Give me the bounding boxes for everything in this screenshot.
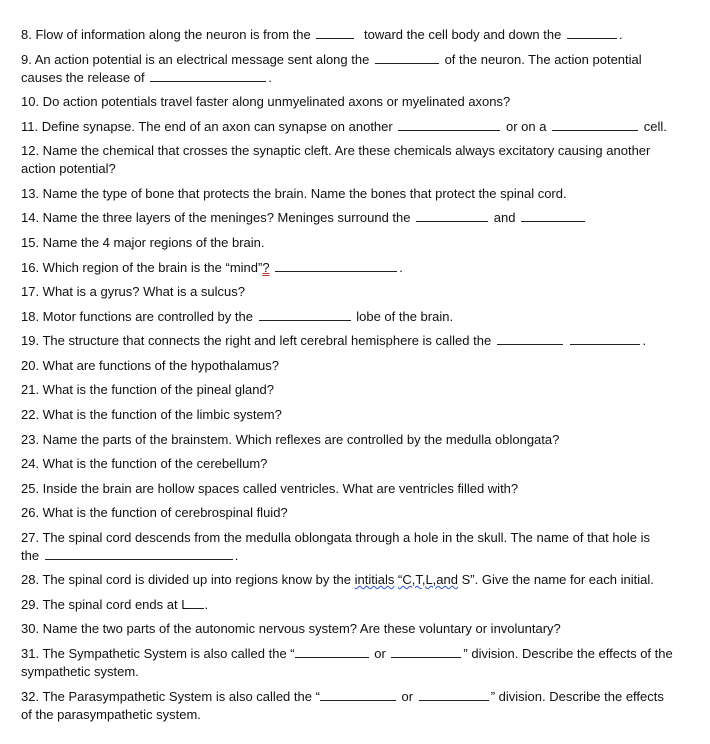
question-22	[21, 406, 693, 424]
question-text: 23. Name the parts of the brainstem. Which reflexes are controlled by the medulla oblongata?	[21, 432, 560, 447]
answer-blank[interactable]	[275, 259, 397, 272]
answer-blank[interactable]	[497, 332, 563, 345]
question-text: 28. The spinal cord is divided up into regions know by the	[21, 572, 352, 587]
question-10	[21, 93, 693, 111]
question-text: 15. Name the 4 major regions of the brain.	[21, 235, 265, 250]
answer-blank[interactable]	[398, 118, 500, 131]
question-text: .	[234, 548, 239, 563]
question-text: 13. Name the type of bone that protects the brain. Name the bones that protect the spinal cord.	[21, 186, 567, 201]
answer-blank[interactable]	[150, 69, 266, 82]
question-text: lobe of the brain.	[356, 309, 454, 324]
answer-blank[interactable]	[570, 332, 640, 345]
question-text: 21. What is the function of the pineal gland?	[21, 382, 274, 397]
question-11	[21, 118, 693, 136]
question-text: .	[204, 597, 209, 612]
answer-blank[interactable]	[391, 645, 461, 658]
question-16	[21, 259, 693, 277]
answer-blank[interactable]	[45, 547, 233, 560]
question-text: 18. Motor functions are controlled by the	[21, 309, 253, 324]
question-text: 31. The Sympathetic System is also called the “	[21, 646, 295, 661]
question-31	[21, 645, 693, 681]
question-text: 25. Inside the brain are hollow spaces called ventricles. What are ventricles filled with?	[21, 481, 519, 496]
question-15	[21, 234, 693, 252]
question-9	[21, 51, 693, 87]
answer-blank[interactable]	[375, 51, 439, 64]
answer-blank[interactable]	[419, 688, 489, 701]
question-text: .	[618, 27, 623, 42]
question-text: 19. The structure that connects the right and left cerebral hemisphere is called the	[21, 333, 492, 348]
question-text: 17. What is a gyrus? What is a sulcus?	[21, 284, 245, 299]
question-text: of the neuron. The action potential	[444, 52, 642, 67]
question-text: 29. The spinal cord ends at L	[21, 597, 189, 612]
question-text: .	[268, 70, 272, 85]
question-27	[21, 529, 693, 565]
question-28	[21, 571, 693, 589]
question-14	[21, 209, 693, 227]
question-text: 20. What are functions of the hypothalamus?	[21, 358, 279, 373]
question-17	[21, 283, 693, 301]
question-text: 24. What is the function of the cerebellum?	[21, 456, 268, 471]
question-text: 9. An action potential is an electrical message sent along the	[21, 52, 370, 67]
answer-blank[interactable]	[521, 209, 585, 222]
answer-blank[interactable]	[320, 688, 396, 701]
question-text: the	[21, 548, 40, 563]
question-text: S”. Give the name for each initial.	[461, 572, 654, 587]
question-8	[21, 26, 693, 44]
question-text: action potential?	[21, 161, 116, 176]
question-text: 8. Flow of information along the neuron is from the	[21, 27, 311, 42]
question-text: 11. Define synapse. The end of an axon can synapse on another	[21, 119, 393, 134]
question-text: intitials	[354, 572, 395, 587]
question-26	[21, 504, 693, 522]
question-text: 26. What is the function of cerebrospinal fluid?	[21, 505, 288, 520]
question-19	[21, 332, 693, 350]
question-text: of the parasympathetic system.	[21, 707, 201, 722]
question-text: or on a	[505, 119, 547, 134]
question-text: and	[493, 210, 516, 225]
question-13	[21, 185, 693, 203]
question-text: cell.	[643, 119, 667, 134]
question-text: .	[642, 333, 647, 348]
question-23	[21, 431, 693, 449]
question-24	[21, 455, 693, 473]
question-text: 16. Which region of the brain is the “mind”	[21, 260, 263, 275]
question-12	[21, 142, 693, 178]
question-text: sympathetic system.	[21, 664, 139, 679]
answer-blank[interactable]	[416, 209, 488, 222]
question-text: 27. The spinal cord descends from the medulla oblongata through a hole in the skull. The name of that hole is	[21, 530, 650, 545]
answer-blank[interactable]	[295, 645, 369, 658]
question-text: 10. Do action potentials travel faster along unmyelinated axons or myelinated axons?	[21, 94, 511, 109]
question-text: ” division. Describe the effects of the	[463, 646, 673, 661]
question-text: toward the cell body and down the	[364, 27, 562, 42]
question-text: .	[399, 260, 403, 275]
answer-blank[interactable]	[259, 308, 351, 321]
question-29	[21, 596, 693, 614]
question-25	[21, 480, 693, 498]
answer-blank[interactable]	[316, 26, 354, 39]
question-text: or	[401, 689, 414, 704]
answer-blank[interactable]	[188, 596, 204, 609]
question-18	[21, 308, 693, 326]
answer-blank[interactable]	[567, 26, 617, 39]
question-text: ” division. Describe the effects	[490, 689, 664, 704]
question-text: causes the release of	[21, 70, 145, 85]
question-21	[21, 381, 693, 399]
question-text: 30. Name the two parts of the autonomic nervous system? Are these voluntary or involuntary?	[21, 621, 561, 636]
question-30	[21, 620, 693, 638]
question-text: 32. The Parasympathetic System is also called the “	[21, 689, 320, 704]
question-text: 14. Name the three layers of the meninges? Meninges surround the	[21, 210, 411, 225]
question-text: “C,T,L,and	[398, 572, 458, 587]
question-32	[21, 688, 693, 724]
question-text: 22. What is the function of the limbic system?	[21, 407, 282, 422]
question-text: or	[374, 646, 386, 661]
question-text: 12. Name the chemical that crosses the synaptic cleft. Are these chemicals always excitatory causing another	[21, 143, 651, 158]
question-text: ?	[262, 260, 270, 275]
answer-blank[interactable]	[552, 118, 638, 131]
question-20	[21, 357, 693, 375]
